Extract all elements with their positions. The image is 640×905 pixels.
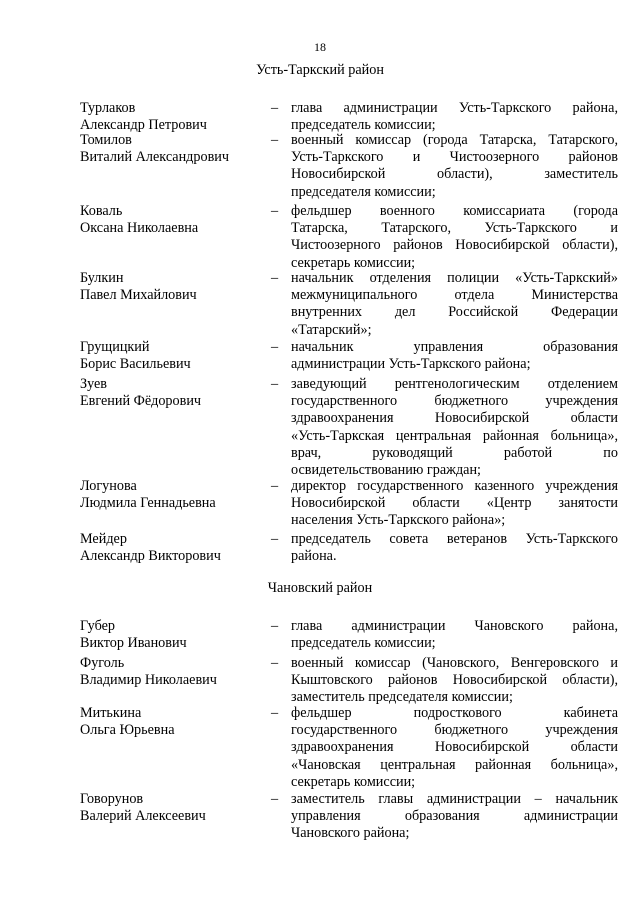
member-given-names: Борис Васильевич [80, 356, 191, 373]
member-role-line: заместитель председателя комиссии; [291, 689, 513, 706]
dash-separator: – [271, 100, 279, 116]
member-role-line: глава администрации Усть-Таркского района, [291, 100, 618, 116]
member-surname: Губер [80, 618, 115, 634]
member-role-line: начальник управления образования [291, 339, 618, 355]
member-role-line: заместитель главы администрации – начальник [291, 791, 618, 807]
dash-separator: – [271, 270, 279, 286]
section-title-ust-tarka: Усть-Таркский район [256, 62, 384, 78]
member-name [80, 100, 265, 134]
dash-separator: – [271, 531, 279, 547]
member-role-line: секретарь комиссии; [291, 773, 416, 790]
dash-separator: – [271, 618, 279, 634]
member-role [291, 478, 618, 530]
member-role [291, 655, 618, 707]
member-role [291, 100, 618, 134]
member-role-line: секретарь комиссии; [291, 254, 416, 271]
member-surname: Зуев [80, 376, 108, 392]
member-role-line: здравоохранения Новосибирской области [291, 739, 618, 756]
dash-separator: – [271, 478, 279, 494]
member-given-names: Оксана Николаевна [80, 220, 199, 237]
member-role [291, 132, 618, 201]
member-role-line: председатель комиссии; [291, 635, 436, 652]
member-role-line: председатель совета ветеранов Усть-Таркского [291, 531, 618, 547]
member-role [291, 791, 618, 843]
member-role-line: военный комиссар (города Татарска, Татарского, [291, 132, 618, 148]
dash-separator: – [271, 655, 279, 671]
member-role-line: «Татарский»; [291, 321, 372, 338]
member-role-line: здравоохранения Новосибирской области [291, 410, 618, 427]
member-role [291, 618, 618, 652]
member-role-line: военный комиссар (Чановского, Венгеровского и [291, 655, 618, 671]
member-role-line: межмуниципального отдела Министерства [291, 287, 618, 304]
member-name [80, 655, 265, 689]
member-role [291, 270, 618, 339]
member-role [291, 705, 618, 791]
member-name [80, 478, 265, 512]
member-role [291, 203, 618, 272]
member-name [80, 339, 265, 373]
dash-separator: – [271, 376, 279, 392]
member-name [80, 270, 265, 304]
member-given-names: Евгений Фёдорович [80, 393, 202, 410]
member-given-names: Виктор Иванович [80, 635, 187, 652]
dash-separator: – [271, 203, 279, 219]
member-role [291, 339, 618, 373]
member-given-names: Владимир Николаевич [80, 672, 217, 689]
member-role-line: глава администрации Чановского района, [291, 618, 618, 634]
member-role-line: Новосибирской области), заместитель [291, 166, 618, 183]
member-surname: Мейдер [80, 531, 127, 547]
member-role-line: председателя комиссии; [291, 183, 436, 200]
member-role-line: государственного бюджетного учреждения [291, 722, 618, 739]
member-name [80, 203, 265, 237]
member-surname: Томилов [80, 132, 132, 148]
member-surname: Булкин [80, 270, 124, 286]
member-role-line: управления образования администрации [291, 808, 618, 825]
dash-separator: – [271, 339, 279, 355]
member-role-line: района. [291, 548, 337, 565]
member-given-names: Павел Михайлович [80, 287, 197, 304]
member-surname: Турлаков [80, 100, 136, 116]
member-role-line: врач, руководящий работой по [291, 444, 618, 461]
member-role-line: фельдшер подросткового кабинета [291, 705, 618, 721]
member-name [80, 618, 265, 652]
dash-separator: – [271, 132, 279, 148]
member-name [80, 531, 265, 565]
member-surname: Коваль [80, 203, 123, 219]
member-role-line: Чистоозерного районов Новосибирской области), [291, 237, 618, 254]
member-name [80, 705, 265, 739]
member-name [80, 791, 265, 825]
member-role-line: освидетельствованию граждан; [291, 462, 481, 479]
section-title-chany: Чановский район [267, 580, 373, 596]
member-role-line: заведующий рентгенологическим отделением [291, 376, 618, 392]
member-role-line: «Чановская центральная районная больница», [291, 756, 618, 773]
member-surname: Фуголь [80, 655, 125, 671]
member-role-line: председатель комиссии; [291, 117, 436, 134]
member-role-line: администрации Усть-Таркского района; [291, 356, 531, 373]
member-role-line: Татарска, Татарского, Усть-Таркского и [291, 220, 618, 237]
member-surname: Логунова [80, 478, 137, 494]
member-given-names: Валерий Алексеевич [80, 808, 206, 825]
dash-separator: – [271, 705, 279, 721]
member-given-names: Александр Викторович [80, 548, 221, 565]
member-role-line: Усть-Таркского и Чистоозерного районов [291, 149, 618, 166]
member-role-line: директор государственного казенного учреждения [291, 478, 618, 494]
member-role-line: фельдшер военного комиссариата (города [291, 203, 618, 219]
member-role-line: Новосибирской области «Центр занятости [291, 495, 618, 512]
member-surname: Митькина [80, 705, 142, 721]
member-role-line: внутренних дел Российской Федерации [291, 304, 618, 321]
page-number: 18 [314, 40, 326, 54]
member-surname: Говорунов [80, 791, 144, 807]
dash-separator: – [271, 791, 279, 807]
member-name [80, 132, 265, 166]
member-role-line: государственного бюджетного учреждения [291, 393, 618, 410]
member-surname: Грущицкий [80, 339, 150, 355]
member-role-line: Кыштовского районов Новосибирской области), [291, 672, 618, 689]
member-role-line: Чановского района; [291, 825, 410, 842]
member-given-names: Ольга Юрьевна [80, 722, 175, 739]
member-role-line: «Усть-Таркская центральная районная больница», [291, 427, 618, 444]
member-given-names: Людмила Геннадьевна [80, 495, 216, 512]
member-given-names: Александр Петрович [80, 117, 207, 134]
member-role [291, 531, 618, 565]
member-given-names: Виталий Александрович [80, 149, 230, 166]
member-role-line: населения Усть-Таркского района»; [291, 512, 506, 529]
member-name [80, 376, 265, 410]
member-role-line: начальник отделения полиции «Усть-Таркский» [291, 270, 618, 286]
member-role [291, 376, 618, 479]
